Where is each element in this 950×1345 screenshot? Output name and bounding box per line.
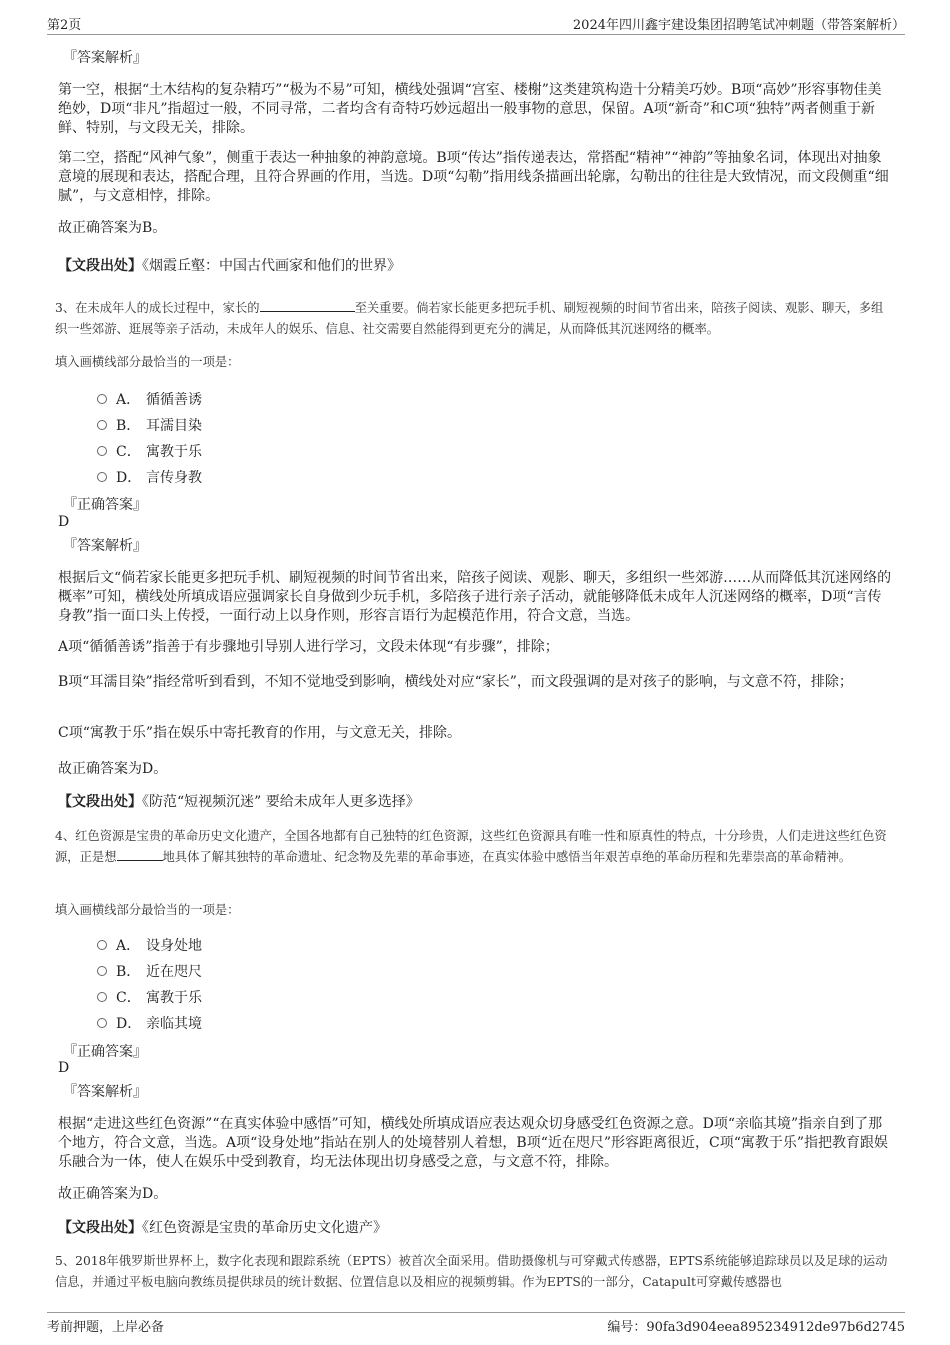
radio-icon[interactable] <box>97 1018 107 1028</box>
correct-answer-label: 『正确答案』 <box>63 1044 147 1060</box>
source-label: 【文段出处】 <box>58 258 142 274</box>
radio-icon[interactable] <box>97 992 107 1002</box>
q3-source-title: 《防范“短视频沉迷” 要给未成年人更多选择》 <box>142 794 420 810</box>
answer-analysis-label: 『答案解析』 <box>63 50 147 66</box>
radio-icon[interactable] <box>97 394 107 404</box>
q3-answer: D <box>58 514 70 530</box>
q4-source-title: 《红色资源是宝贵的革命历史文化遗产》 <box>142 1220 387 1236</box>
q2-source <box>58 255 401 275</box>
q4-stem <box>55 826 895 868</box>
q3-option-a[interactable]: A． 循循善诱 <box>97 389 202 409</box>
q4-answer: D <box>58 1060 70 1076</box>
q4-stem-end: 地具体了解其独特的革命遗址、纪念物及先辈的革命事迹，在真实体验中感悟当年艰苦卓绝的革命历程和先辈崇高的革命精神。 <box>162 850 852 864</box>
q4-option-a[interactable]: A． 设身处地 <box>97 935 202 955</box>
q3-analysis-paragraph-4: C项“寓教于乐”指在娱乐中寄托教育的作用，与文意无关，排除。 <box>58 725 462 741</box>
q4-prompt: 填入画横线部分最恰当的一项是： <box>55 903 240 917</box>
q3-option-d[interactable]: D． 言传身教 <box>97 467 202 487</box>
q2-source-title: 《烟霞丘壑：中国古代画家和他们的世界》 <box>142 258 401 274</box>
q4-analysis-paragraph-1: 根据“走进这些红色资源”“在真实体验中感悟”可知，横线处所填成语应表达观众切身感受红色资源之意。D项“亲临其境”指亲自到了那个地方，符合文意，当选。A项“设身处地”指站在别人的处境替别人着想，B项“近在咫尺”形容距离很近，C项“寓教于乐”指把教育跟娱乐融合为一体，使人在娱乐中受到教育，均无法体现出切身感受之意，与文意不符，排除。 <box>58 1116 889 1170</box>
q3-prompt: 填入画横线部分最恰当的一项是： <box>55 355 240 369</box>
q4-blank <box>117 848 163 861</box>
q3-blank <box>260 299 355 312</box>
page-number: 第2页 <box>47 18 82 33</box>
radio-icon[interactable] <box>97 446 107 456</box>
q4-option-b[interactable]: B． 近在咫尺 <box>97 961 202 981</box>
q4-option-d[interactable]: D． 亲临其境 <box>97 1013 202 1033</box>
radio-icon[interactable] <box>97 472 107 482</box>
q2-analysis-paragraph-1: 第一空，根据“土木结构的复杂精巧”“极为不易”可知，横线处强调“宫室、楼榭”这类建筑构造十分精美巧妙。B项“高妙”形容事物佳美绝妙，D项“非凡”指超过一般，不同寻常，二者均含有奇特巧妙远超出一般事物的意思，保留。A项“新奇”和C项“独特”两者侧重于新鲜、特别，与文段无关，排除。 <box>58 82 882 136</box>
q2-conclusion: 故正确答案为B。 <box>58 220 167 236</box>
q4-stem-start: 4、红色资源是宝贵的革命历史文化遗产，全国各地都有自己独特的红色资源，这些红色资源具有唯一性和原真性的特点，十分珍贵，人们走进这些红色资源，正是想 <box>55 829 887 864</box>
q3-stem <box>55 298 895 340</box>
answer-analysis-label: 『答案解析』 <box>63 538 147 554</box>
source-label: 【文段出处】 <box>58 794 142 810</box>
footer-slogan: 考前押题，上岸必备 <box>47 1320 165 1335</box>
source-label: 【文段出处】 <box>58 1220 142 1236</box>
q3-stem-end: 至关重要。倘若家长能更多把玩手机、刷短视频的时间节省出来，陪孩子阅读、观影、聊天，多组织一些郊游、逛展等亲子活动，未成年人的娱乐、信息、社交需要自然能得到更充分的满足，从而降低其沉迷网络的概率。 <box>55 301 884 336</box>
q3-source <box>58 791 420 811</box>
q3-option-b[interactable]: B． 耳濡目染 <box>97 415 202 435</box>
q4-source <box>58 1217 387 1237</box>
q3-analysis-paragraph-3: B项“耳濡目染”指经常听到看到，不知不觉地受到影响，横线处对应“家长”，而文段强调的是对孩子的影响，与文意不符，排除； <box>58 674 853 690</box>
answer-analysis-label: 『答案解析』 <box>63 1084 147 1100</box>
correct-answer-label: 『正确答案』 <box>63 497 147 513</box>
document-id: 编号：90fa3d904eea895234912de97b6d2745 <box>607 1320 905 1335</box>
q3-analysis-paragraph-2: A项“循循善诱”指善于有步骤地引导别人进行学习，文段未体现“有步骤”，排除； <box>58 639 559 655</box>
q2-analysis-paragraph-2: 第二空，搭配“风神气象”，侧重于表达一种抽象的神韵意境。B项“传达”指传递表达，常搭配“精神”“神韵”等抽象名词，体现出对抽象意境的展现和表达，搭配合理，且符合界画的作用，当选。D项“勾勒”指用线条描画出轮廓，勾勒出的往往是大致情况，而文段侧重“细腻”，与文意相悖，排除。 <box>58 150 889 204</box>
radio-icon[interactable] <box>97 940 107 950</box>
q3-conclusion: 故正确答案为D。 <box>58 761 168 777</box>
q4-conclusion: 故正确答案为D。 <box>58 1186 168 1202</box>
q4-option-c[interactable]: C． 寓教于乐 <box>97 987 202 1007</box>
q3-option-c[interactable]: C． 寓教于乐 <box>97 441 202 461</box>
radio-icon[interactable] <box>97 966 107 976</box>
radio-icon[interactable] <box>97 420 107 430</box>
document-title: 2024年四川鑫宇建设集团招聘笔试冲刺题（带答案解析） <box>572 18 905 33</box>
q3-stem-start: 3、在未成年人的成长过程中，家长的 <box>55 301 260 315</box>
page-header <box>47 14 905 35</box>
q3-analysis-paragraph-1: 根据后文“倘若家长能更多把玩手机、刷短视频的时间节省出来，陪孩子阅读、观影、聊天，多组织一些郊游……从而降低其沉迷网络的概率”可知，横线处所填成语应强调家长自身做到少玩手机，多陪孩子进行亲子活动，就能够降低未成年人沉迷网络的概率，D项“言传身教”指一面口头上传授，一面行动上以身作则，形容言语行为起模范作用，符合文意，当选。 <box>58 570 892 624</box>
q5-stem: 5、2018年俄罗斯世界杯上，数字化表现和跟踪系统（EPTS）被首次全面采用。借助摄像机与可穿戴式传感器，EPTS系统能够追踪球员以及足球的运动信息，并通过平板电脑向教练员提供球员的统计数据、位置信息以及相应的视频剪辑。作为EPTS的一部分，Catapult可穿戴传感器也 <box>55 1254 888 1289</box>
page-footer <box>47 1312 905 1335</box>
